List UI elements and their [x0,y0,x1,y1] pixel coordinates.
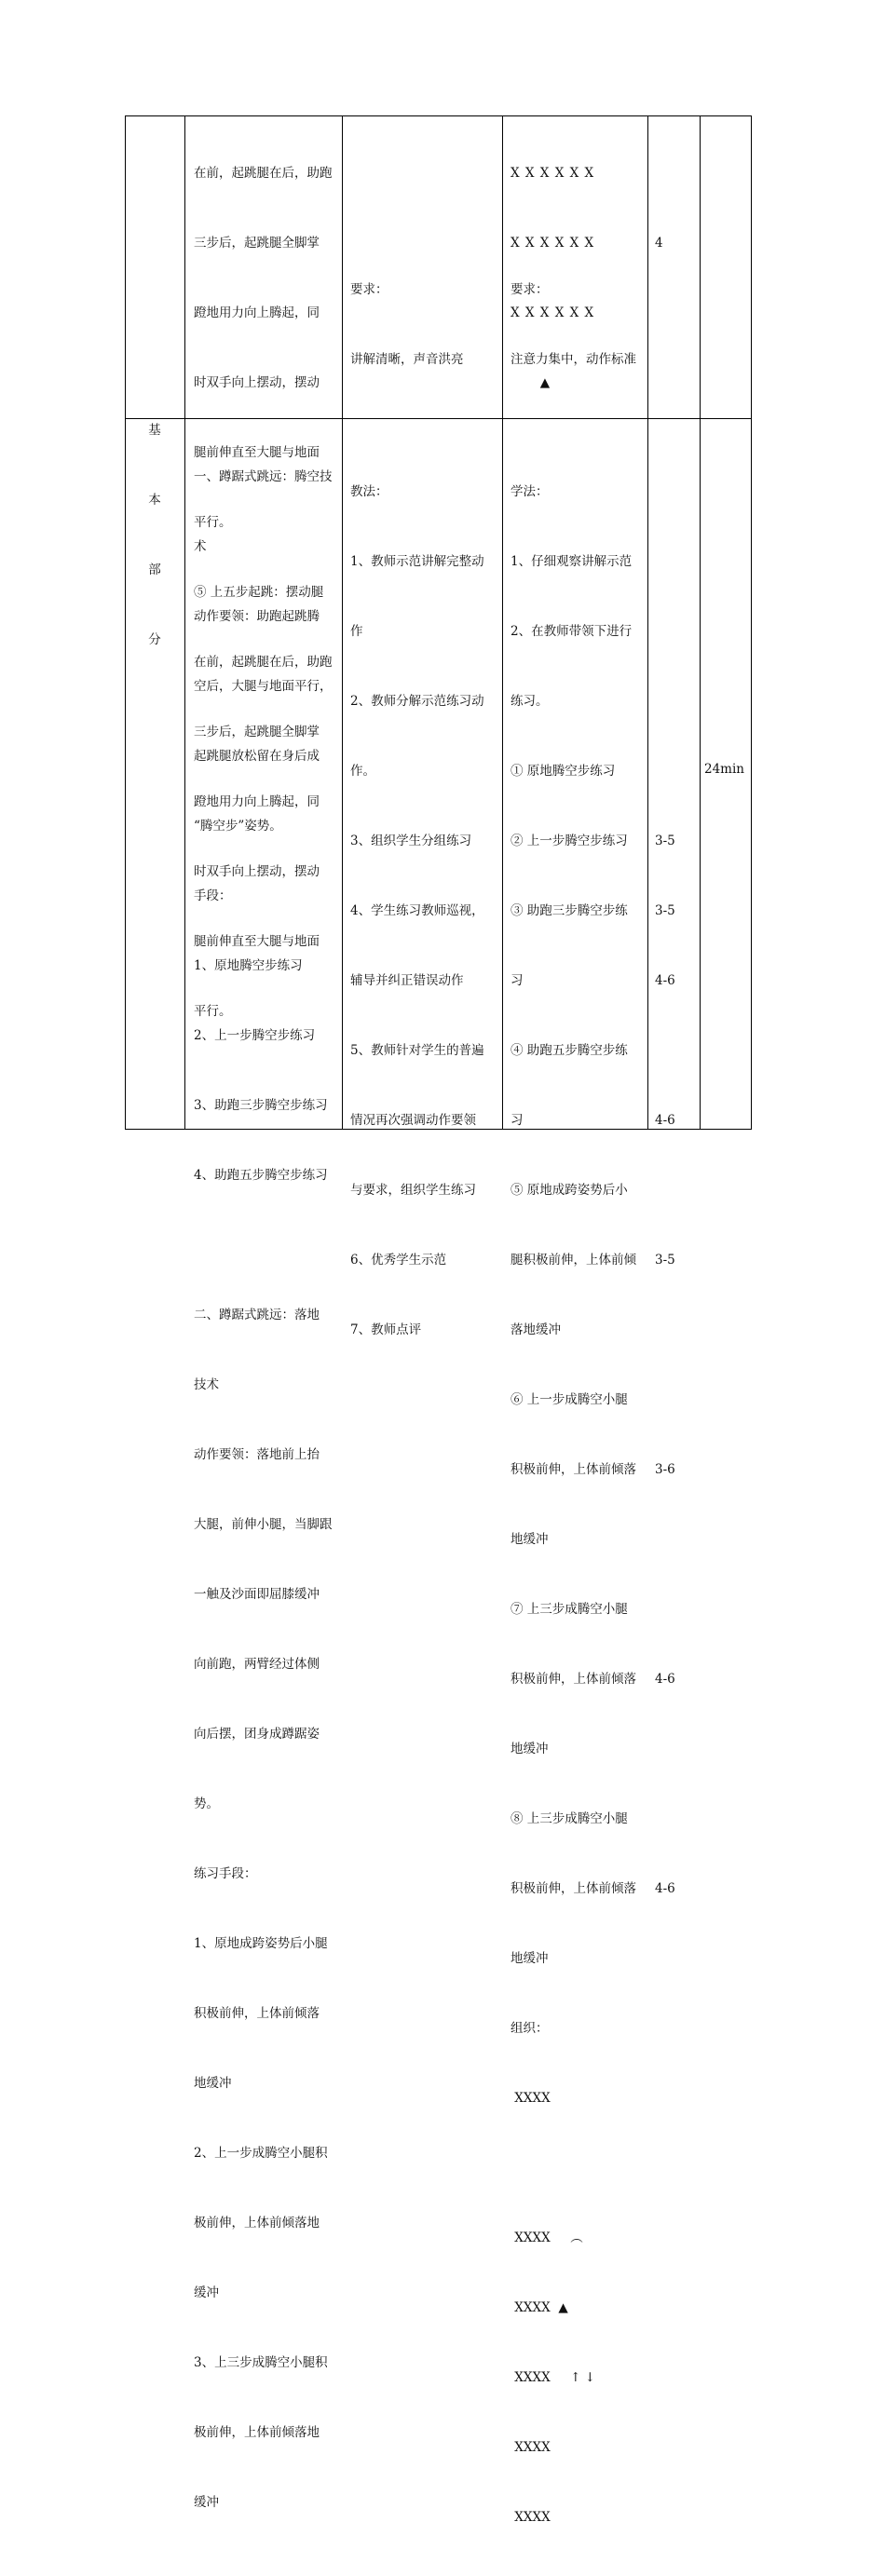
formation-line: X X X X X X [511,166,595,181]
text-line: “腾空步”姿势。 [194,819,282,834]
text-line: 地缓冲 [194,2076,232,2091]
text-line: 二、蹲踞式跳远：落地 [194,1308,320,1322]
text-line: 动作要领：落地前上抬 [194,1447,320,1462]
count-line [655,760,700,783]
text-line: 组织： [511,2021,549,2036]
section-label-char: 本 [148,493,161,508]
text-line: ⑤ 原地成跨姿势后小 [511,1183,628,1198]
text-line: ① 原地腾空步练习 [511,764,616,779]
text-line: 在前，起跳腿在后，助跑 [194,166,333,181]
text-line: 4、助跑五步腾空步练习 [194,1168,328,1183]
text-line: 积极前伸，上体前倾落 [511,1672,636,1687]
formation-line: X X X X X X [511,236,595,251]
formation-line: XXXX [511,2091,551,2106]
text-line: 技术 [194,1377,219,1392]
text-line: 7、教师点评 [350,1322,422,1337]
text-line: 缓冲 [194,2285,219,2300]
text-line: 积极前伸，上体前倾落 [194,2006,320,2021]
table-border-right [751,115,752,1130]
text-line: 练习手段： [194,1866,257,1881]
text-line: 极前伸，上体前倾落地 [194,2425,320,2440]
count-line [655,1039,700,1063]
count-line [655,1179,700,1202]
row2-time: 24min [704,762,744,777]
formation-line: XXXX ︵ [511,2230,583,2245]
text-line: 地缓冲 [511,1532,549,1547]
count-line: 3-5 [655,834,675,848]
formation-line: XXXX ↑ ↓ [511,2370,596,2385]
text-line: 一、蹲踞式跳远：腾空技 [194,469,333,484]
text-line: 注意力集中，动作标准 [511,352,636,367]
text-line: 3、组织学生分组练习 [350,834,472,848]
text-line: 腿积极前伸，上体前倾 [511,1253,636,1268]
text-line: ② 上一步腾空步练习 [511,834,628,848]
section-label-char: 部 [148,563,161,577]
text-line: ③ 助跑三步腾空步练 [511,903,628,918]
formation-line: X X X X X X [511,305,595,320]
text-line: 三步后，起跳腿全脚掌 [194,236,320,251]
text-line: 缓冲 [194,2495,219,2510]
text-line: 1、仔细观察讲解示范 [511,554,633,569]
text-line: 教法： [350,484,388,499]
formation-line: XXXX [511,2510,551,2525]
count-line [655,481,700,504]
text-line: 时双手向上摆动，摆动 [194,864,320,879]
text-line: 势。 [194,1796,219,1811]
text-line: ⑤ 上五步起跳：摆动腿 [194,585,324,600]
text-line: 1、教师示范讲解完整动 [350,554,484,569]
section-label-char: 分 [148,632,161,647]
text-line: 积极前伸，上体前倾落 [511,1881,636,1896]
text-line: 地缓冲 [511,1951,549,1966]
formation-line: ▲ [511,375,551,390]
text-line: 落地缓冲 [511,1322,561,1337]
row2-count-cell [655,434,700,1947]
count-line: 3-5 [655,1253,675,1268]
text-line: 起跳腿放松留在身后成 [194,749,320,764]
text-line: 讲解清晰，声音洪亮 [350,352,464,367]
row1-student-cell [511,232,648,418]
text-line: ⑥ 上一步成腾空小腿 [511,1392,628,1407]
count-line [655,1598,700,1621]
count-line: 4-6 [655,1881,675,1896]
count-line [655,620,700,644]
text-line: 要求： [350,282,388,297]
text-line: 腿前伸直至大腿与地面 [194,934,320,949]
text-line: 习 [511,973,524,988]
count-line [655,1389,700,1412]
text-line: 与要求，组织学生练习 [350,1183,476,1198]
section-label-char: 基 [148,423,161,438]
text-line: 一触及沙面即屈膝缓冲 [194,1587,320,1602]
formation-line [511,2157,648,2180]
count-line [655,690,700,713]
text-line: 4、学生练习教师巡视， [350,903,484,918]
text-line: 习 [511,1113,524,1128]
text-line: 2、上一步腾空步练习 [194,1028,316,1043]
text-line: ⑦ 上三步成腾空小腿 [511,1602,628,1617]
text-line: 2、在教师带领下进行 [511,624,633,639]
text-line: 练习。 [511,694,549,709]
text-line: 蹬地用力向上腾起，同 [194,794,320,809]
text-line: 腿前伸直至大腿与地面 [194,445,320,460]
text-line: 2、上一步成腾空小腿积 [194,2146,328,2161]
count-line [655,1808,700,1831]
text-line: 3、助跑三步腾空步练习 [194,1098,328,1113]
text-line: 手段： [194,888,232,903]
text-line: 平行。 [194,1004,232,1019]
text-line: 作。 [350,764,375,779]
text-line: 极前伸，上体前倾落地 [194,2216,320,2230]
text-line: 1、原地腾空步练习 [194,958,303,973]
row2-teacher-cell [350,434,501,1389]
table-border-left [125,115,126,1130]
text-line: 动作要领：助跑起跳腾 [194,609,320,624]
row2-student-cell [511,434,648,2576]
text-line: 蹬地用力向上腾起，同 [194,305,320,320]
count-line: 3-5 [655,903,675,918]
text-line: 6、优秀学生示范 [350,1253,447,1268]
text-line: ④ 助跑五步腾空步练 [511,1043,628,1058]
text-line: 辅导并纠正错误动作 [350,973,464,988]
text-line: 地缓冲 [511,1742,549,1756]
count-line [655,1738,700,1761]
formation-line: XXXX ▲ [511,2300,568,2315]
row2-content-cell [194,419,343,2561]
text-line: 积极前伸，上体前倾落 [511,1462,636,1477]
text-line: 情况再次强调动作要领 [350,1113,476,1128]
row1-count: 4 [655,236,663,251]
column-divider [184,115,185,1130]
row1-teacher-cell [350,232,501,418]
text-line: 向前跑，两臂经过体侧 [194,1657,320,1672]
text-line: 平行。 [194,515,232,530]
text-line: 在前，起跳腿在后，助跑 [194,655,333,670]
count-line [655,550,700,574]
text-line: 作 [350,624,363,639]
text-line [194,1234,343,1257]
count-line: 3-6 [655,1462,675,1477]
count-line: 4-6 [655,973,675,988]
text-line: 术 [194,539,207,554]
count-line [655,1319,700,1342]
formation-line: XXXX [511,2440,551,2455]
text-line: 空后，大腿与地面平行， [194,679,333,694]
text-line: 向后摆，团身成蹲踞姿 [194,1727,320,1742]
text-line: 2、教师分解示范练习动 [350,694,484,709]
text-line: ⑧ 上三步成腾空小腿 [511,1811,628,1826]
count-line: 4-6 [655,1672,675,1687]
text-line: 时双手向上摆动，摆动 [194,375,320,390]
column-divider [700,115,701,1130]
count-line [655,1528,700,1552]
text-line: 1、原地成跨姿势后小腿 [194,1936,328,1951]
text-line: 3、上三步成腾空小腿积 [194,2355,328,2370]
column-divider [502,115,503,1130]
text-line: 要求： [511,282,549,297]
text-line: 大腿，前伸小腿，当脚跟 [194,1517,333,1532]
lesson-plan-table [125,115,752,2525]
text-line: 三步后，起跳腿全脚掌 [194,725,320,739]
text-line: 学法： [511,484,549,499]
count-line: 4-6 [655,1113,675,1128]
text-line: 5、教师针对学生的普遍 [350,1043,484,1058]
